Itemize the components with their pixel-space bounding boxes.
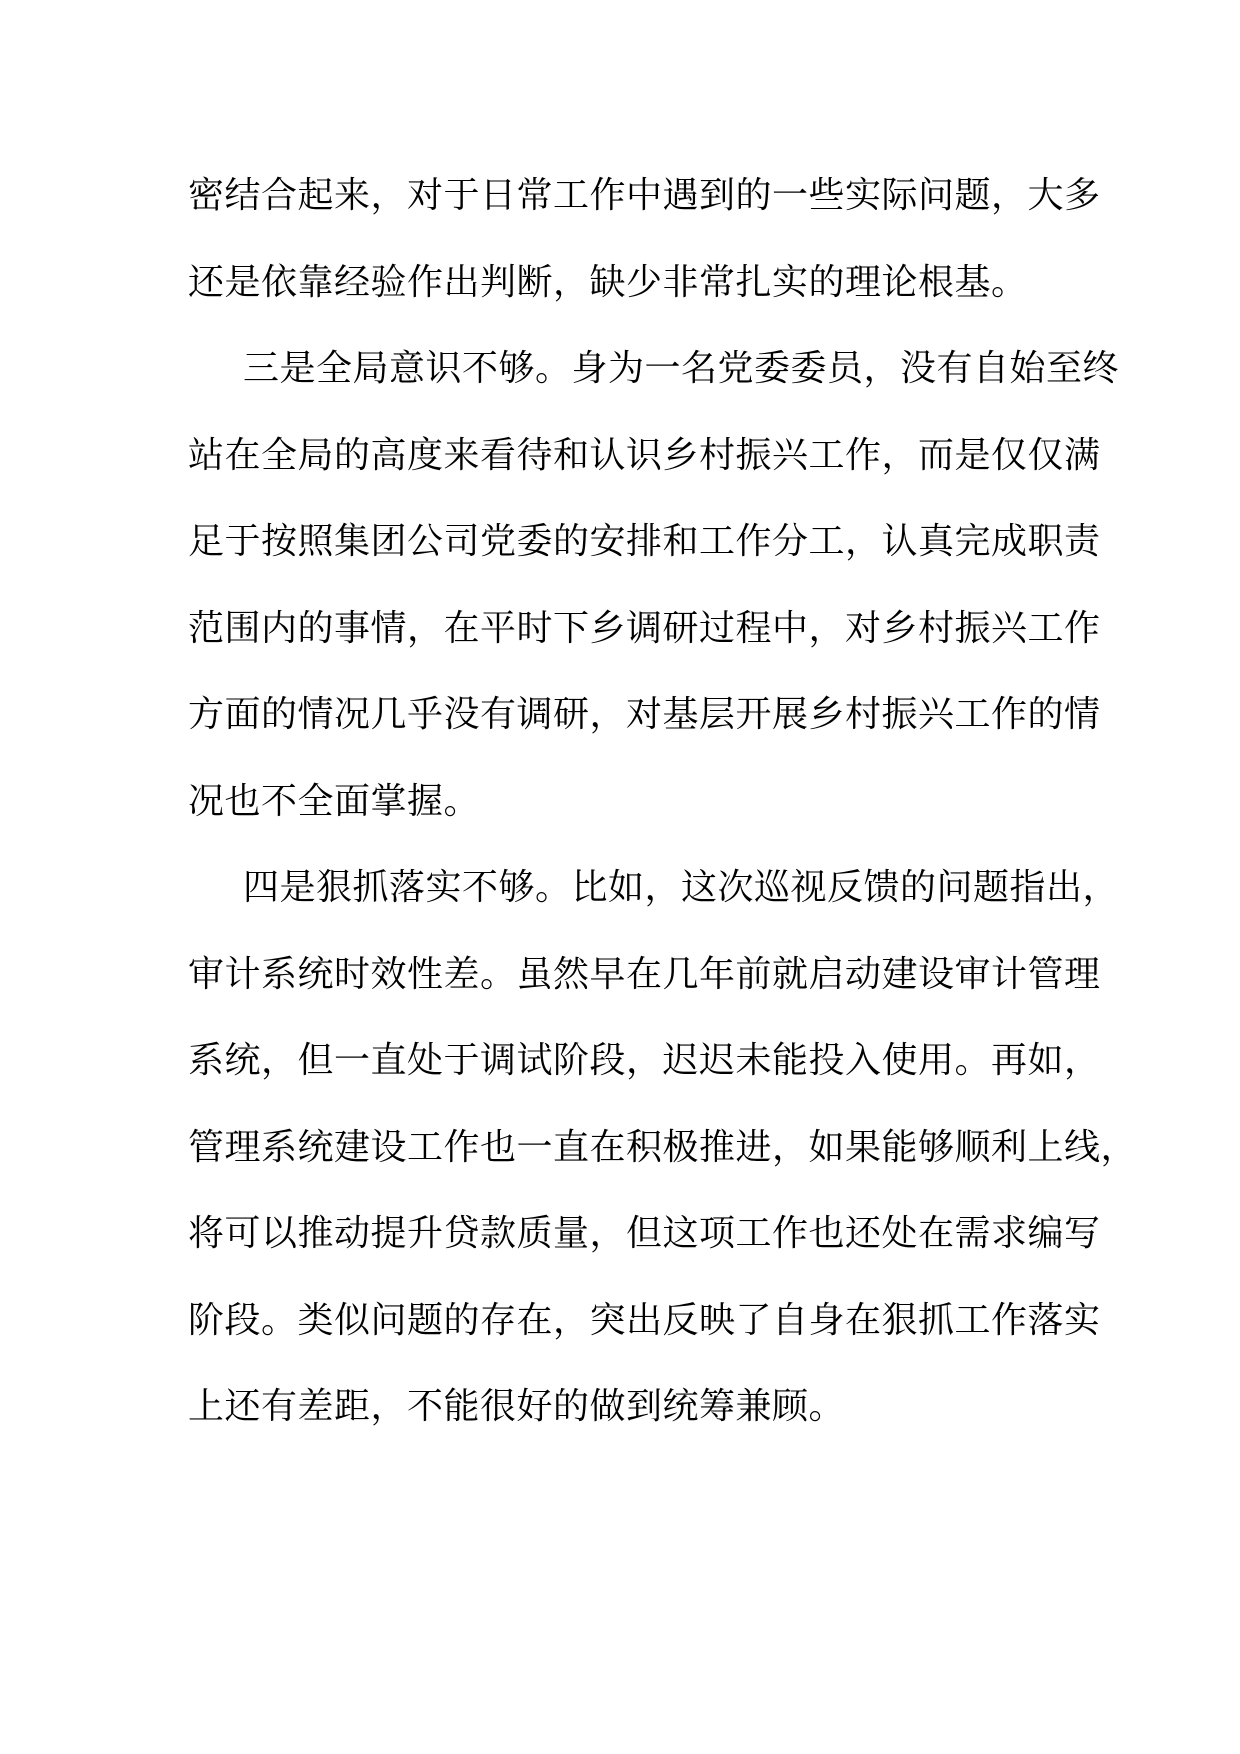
text-line: 况也不全面掌握。 (188, 781, 481, 822)
text-line: 足于按照集团公司党委的安排和工作分工，认真完成职责 (188, 521, 1101, 562)
text-line: 上还有差距，不能很好的做到统筹兼顾。 (188, 1386, 846, 1427)
text-line: 将可以推动提升贷款质量，但这项工作也还处在需求编写 (188, 1213, 1101, 1254)
paragraph-start-line: 三是全局意识不够。身为一名党委委员，没有自始至终 (243, 348, 1120, 389)
text-line: 范围内的事情，在平时下乡调研过程中，对乡村振兴工作 (188, 608, 1101, 649)
text-line: 阶段。类似问题的存在，突出反映了自身在狠抓工作落实 (188, 1300, 1101, 1341)
text-line: 审计系统时效性差。虽然早在几年前就启动建设审计管理 (188, 954, 1101, 995)
text-line: 站在全局的高度来看待和认识乡村振兴工作，而是仅仅满 (188, 435, 1101, 476)
text-line: 还是依靠经验作出判断，缺少非常扎实的理论根基。 (188, 262, 1028, 303)
text-line: 方面的情况几乎没有调研，对基层开展乡村振兴工作的情 (188, 694, 1101, 735)
paragraph-start-line: 四是狠抓落实不够。比如，这次巡视反馈的问题指出， (243, 867, 1120, 908)
text-line: 管理系统建设工作也一直在积极推进，如果能够顺利上线， (188, 1127, 1138, 1168)
text-line: 系统，但一直处于调试阶段，迟迟未能投入使用。再如， (188, 1040, 1101, 1081)
text-line: 密结合起来，对于日常工作中遇到的一些实际问题，大多 (188, 175, 1101, 216)
